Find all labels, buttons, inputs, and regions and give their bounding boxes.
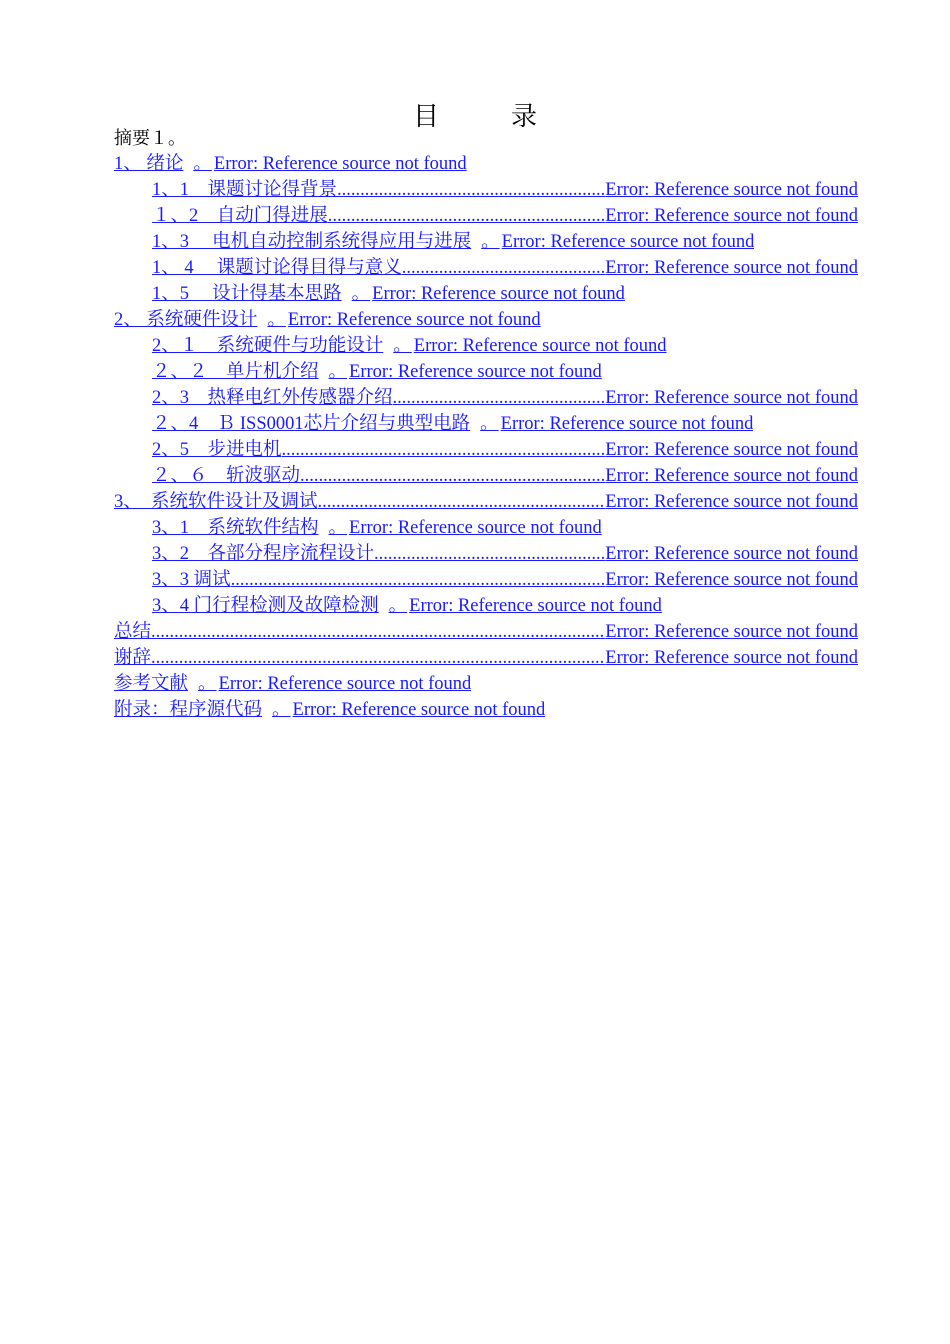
toc-page-ref[interactable]: Error: Reference source not found: [605, 648, 858, 668]
toc-page-ref[interactable]: Error: Reference source not found: [605, 570, 858, 590]
toc-page-ref[interactable]: Error: Reference source not found: [413, 336, 667, 356]
toc-page-ref[interactable]: Error: Reference source not found: [501, 232, 755, 252]
toc-page-ref[interactable]: Error: Reference source not found: [287, 310, 541, 330]
toc-page-ref[interactable]: Error: Reference source not found: [349, 362, 602, 382]
toc-leader-dots: [151, 620, 605, 644]
toc-entry-title[interactable]: ２、２ 单片机介绍: [152, 362, 319, 382]
title-char-2: 录: [511, 102, 538, 131]
toc-page-ref[interactable]: Error: Reference source not found: [605, 258, 858, 278]
toc-separator: 。: [480, 414, 499, 434]
toc-entry-title[interactable]: 2、 系统硬件设计: [114, 310, 258, 330]
toc-entry[interactable]: [152, 464, 858, 488]
toc-page-ref[interactable]: Error: Reference source not found: [605, 180, 858, 200]
toc-page-ref[interactable]: Error: Reference source not found: [605, 544, 858, 564]
toc-page-ref[interactable]: Error: Reference source not found: [213, 154, 467, 174]
toc-leader-dots: [328, 204, 606, 228]
title-char-1: 目: [412, 102, 439, 131]
toc-entry-title[interactable]: 2、１ 系统硬件与功能设计: [152, 336, 384, 356]
toc-entry-title[interactable]: 3、2 各部分程序流程设计: [152, 544, 375, 564]
toc-entry[interactable]: [114, 490, 858, 514]
toc-entry-title[interactable]: 1、1 课题讨论得背景: [152, 180, 338, 200]
toc-separator: 。: [328, 362, 348, 382]
abstract-line: 摘要１。: [114, 128, 186, 148]
toc-separator: 。: [193, 154, 212, 174]
toc-leader-dots: [282, 438, 606, 462]
toc-leader-dots: [151, 646, 605, 670]
toc-entry-title[interactable]: 2、5 步进电机: [152, 440, 282, 460]
toc-page-ref[interactable]: Error: Reference source not found: [605, 440, 858, 460]
toc-separator: 。: [393, 336, 412, 356]
toc-entry-title[interactable]: 1、5 设计得基本思路: [152, 284, 342, 304]
toc-entry-title[interactable]: 附录：程序源代码: [114, 700, 263, 720]
toc-entry[interactable]: [114, 152, 467, 176]
toc-entry[interactable]: [152, 178, 858, 202]
toc-entry[interactable]: [114, 308, 541, 332]
toc-separator: 。: [272, 700, 291, 720]
toc-entry[interactable]: [114, 620, 858, 644]
toc-entry-title[interactable]: 谢辞: [114, 648, 152, 668]
toc-entry-title[interactable]: 1、 绪论: [114, 154, 184, 174]
toc-entry[interactable]: [152, 438, 858, 462]
toc-entry[interactable]: [114, 672, 471, 696]
toc-leader-dots: [374, 542, 605, 566]
toc-entry[interactable]: [152, 542, 858, 566]
toc-entry-title[interactable]: 3、3 调试: [152, 570, 231, 590]
toc-page-ref[interactable]: Error: Reference source not found: [605, 388, 858, 408]
toc-entry-title[interactable]: 2、3 热释电红外传感器介绍: [152, 388, 393, 408]
toc-entry[interactable]: [152, 360, 602, 384]
toc-leader-dots: [318, 490, 606, 514]
toc-page-ref[interactable]: Error: Reference source not found: [372, 284, 625, 304]
toc-entry[interactable]: [152, 412, 753, 436]
toc-separator: 。: [388, 596, 408, 616]
toc-leader-dots: [337, 178, 605, 202]
toc-entry[interactable]: [114, 698, 545, 722]
toc-page-ref[interactable]: Error: Reference source not found: [605, 206, 858, 226]
toc-entry[interactable]: [152, 256, 858, 280]
toc-entry[interactable]: [152, 594, 662, 618]
toc-leader-dots: [402, 256, 606, 280]
toc-leader-dots: [393, 386, 606, 410]
toc-page-ref[interactable]: Error: Reference source not found: [605, 466, 858, 486]
toc-page-ref[interactable]: Error: Reference source not found: [605, 492, 858, 512]
toc-entry-title[interactable]: １、2 自动门得进展: [152, 206, 328, 226]
toc-entry-title[interactable]: ２、4 Ｂ ISS0001芯片介绍与典型电路: [152, 414, 471, 434]
toc-entry[interactable]: [152, 282, 625, 306]
toc-page-ref[interactable]: Error: Reference source not found: [218, 674, 472, 694]
toc-entry[interactable]: [152, 204, 858, 228]
toc-page-ref[interactable]: Error: Reference source not found: [409, 596, 662, 616]
toc-entry[interactable]: [152, 568, 858, 592]
toc-separator: 。: [481, 232, 500, 252]
toc-separator: 。: [198, 674, 217, 694]
toc-separator: 。: [328, 518, 348, 538]
toc-entry-title[interactable]: ２、６ 斩波驱动: [152, 466, 301, 486]
toc-page-ref[interactable]: Error: Reference source not found: [500, 414, 754, 434]
toc-separator: 。: [267, 310, 286, 330]
toc-entry-title[interactable]: 1、 4 课题讨论得目得与意义: [152, 258, 402, 278]
toc-page-ref[interactable]: Error: Reference source not found: [349, 518, 602, 538]
toc-entry-title[interactable]: 3、4 门行程检测及故障检测: [152, 596, 379, 616]
toc-entry-title[interactable]: 1、3 电机自动控制系统得应用与进展: [152, 232, 472, 252]
toc-entry[interactable]: [152, 334, 667, 358]
toc-page-ref[interactable]: Error: Reference source not found: [292, 700, 546, 720]
toc-page-ref[interactable]: Error: Reference source not found: [605, 622, 858, 642]
toc-entry-title[interactable]: 参考文献: [114, 674, 189, 694]
toc-entry[interactable]: [152, 386, 858, 410]
toc-entry[interactable]: [114, 646, 858, 670]
toc-separator: 。: [351, 284, 371, 304]
toc-entry-title[interactable]: 总结: [114, 622, 152, 642]
toc-entry-title[interactable]: 3、1 系统软件结构: [152, 518, 319, 538]
toc-entry[interactable]: [152, 230, 754, 254]
toc-entry-title[interactable]: 3、 系统软件设计及调试: [114, 492, 318, 512]
toc-leader-dots: [231, 568, 606, 592]
toc-leader-dots: [300, 464, 605, 488]
toc-entry[interactable]: [152, 516, 602, 540]
